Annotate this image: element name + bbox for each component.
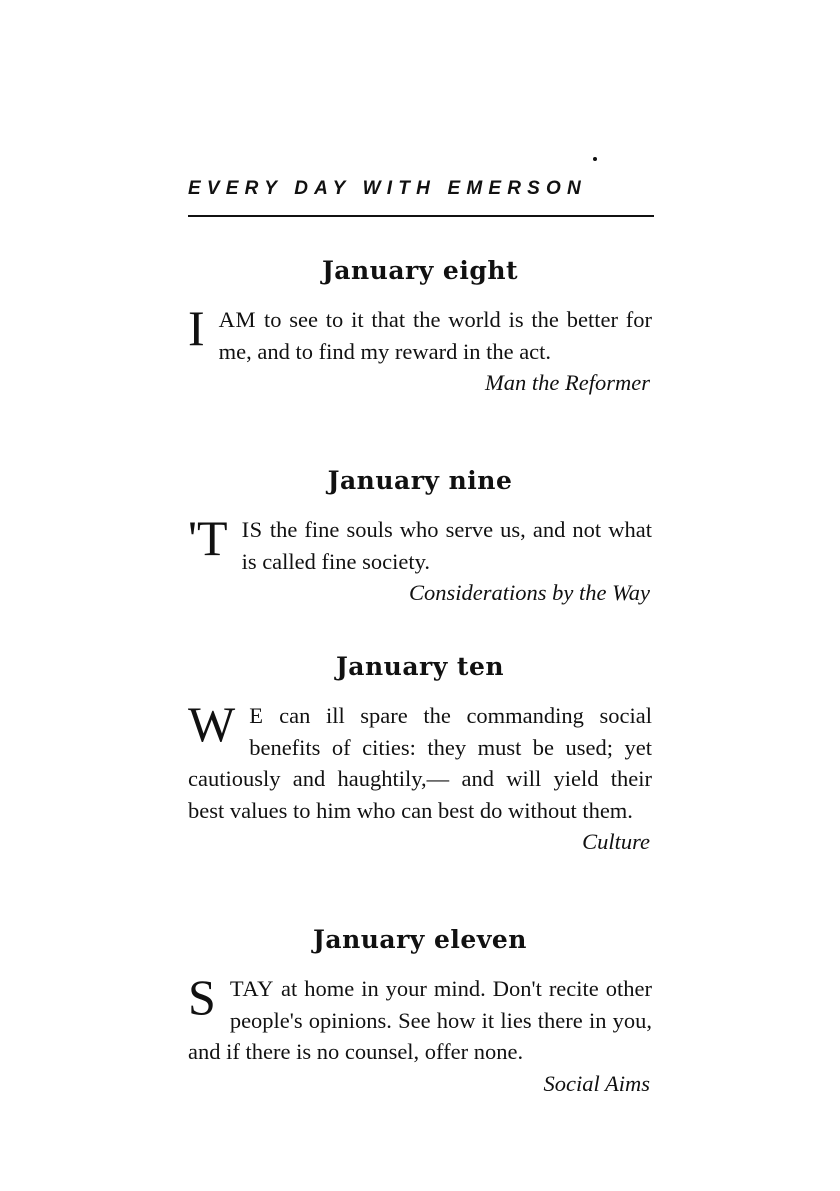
running-head: EVERY DAY WITH EMERSON: [188, 178, 587, 199]
drop-cap: S: [188, 969, 216, 1025]
print-speck: [593, 157, 597, 161]
entry-title: January nine: [327, 466, 513, 495]
entry-body: the fine souls who serve us, and not what is called fine society.: [241, 517, 652, 574]
lead-word: TAY: [229, 976, 274, 1001]
entry-source: Culture: [582, 829, 650, 854]
entry-source: Man the Reformer: [485, 370, 650, 395]
entry-january-ten: [188, 652, 652, 858]
entry-january-eight: [188, 256, 652, 399]
entry-title: January eleven: [313, 925, 527, 954]
drop-cap: 'T: [188, 510, 228, 566]
header-rule: [188, 215, 654, 217]
entry-body: can ill spare the commanding social benefits of cities: they must be used; yet cautiously and haughtily,— and will yield their best values to him who can best do without them.: [188, 703, 652, 823]
entry-text: [188, 969, 652, 1068]
entry-text: [188, 510, 652, 577]
entry-body: to see to it that the world is the better for me, and to find my reward in the act.: [218, 307, 652, 364]
entry-january-eleven: [188, 925, 652, 1099]
lead-word: AM: [218, 307, 257, 332]
drop-cap: I: [188, 300, 205, 356]
entry-title: January ten: [335, 652, 505, 681]
entry-text: [188, 300, 652, 367]
entry-source: Social Aims: [543, 1070, 650, 1096]
drop-cap: W: [188, 696, 236, 752]
entry-body: at home in your mind. Don't recite other people's opinions. See how it lies there in you, and if there is no counsel, offer none.: [188, 976, 652, 1064]
entry-source: Considerations by the Way: [408, 580, 650, 605]
lead-word: IS: [241, 517, 263, 542]
entry-january-nine: [188, 466, 652, 609]
entry-text: [188, 696, 652, 826]
entry-title: January eight: [321, 256, 519, 285]
lead-word: E: [249, 703, 264, 728]
